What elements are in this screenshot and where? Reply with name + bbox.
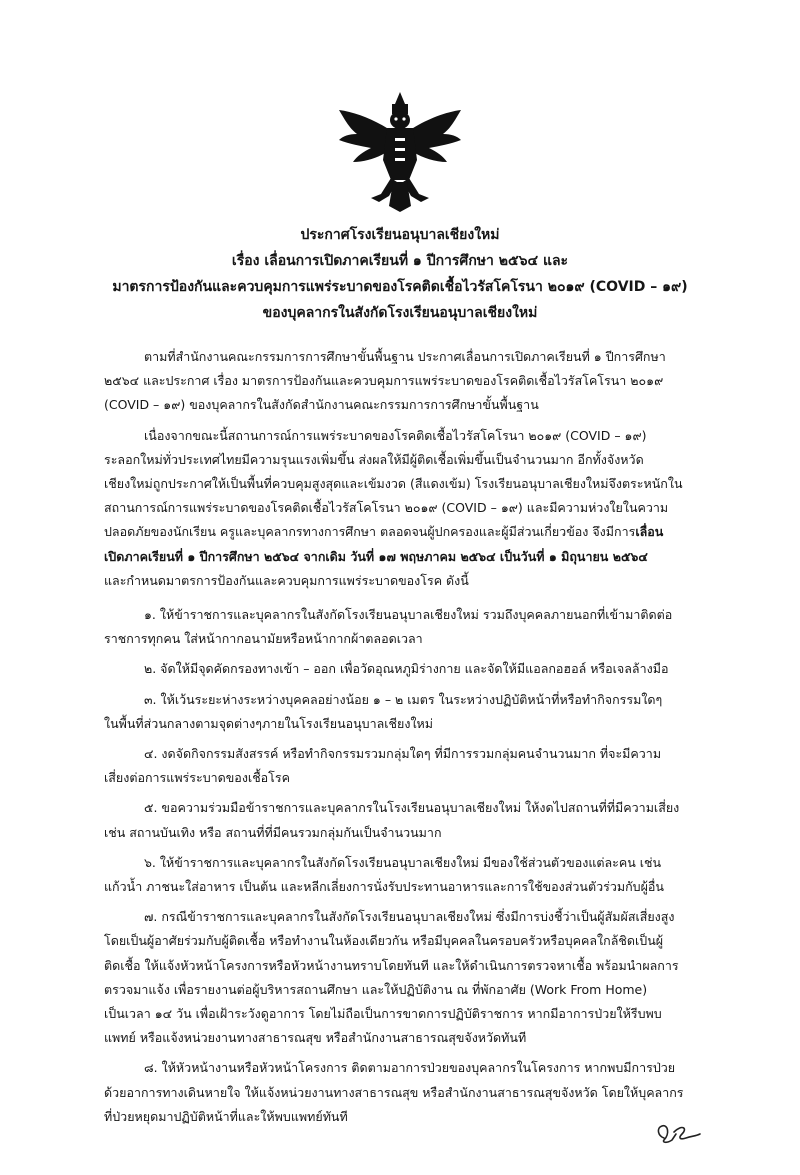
text-line: ๑. ให้ข้าราชการและบุคลากรในสังกัดโรงเรียนอนุบาลเชียงใหม่ รวมถึงบุคคลภายนอกที่เข้ามาติดต่อ: [144, 607, 673, 623]
text-line: ๒๕๖๔ และประกาศ เรื่อง มาตรการป้องกันและควบคุมการแพร่ระบาดของโรคติดเชื้อไวรัสโคโรนา ๒๐๑๙: [104, 373, 664, 389]
text-line: ด้วยอาการทางเดินหายใจ ให้แจ้งหน่วยงานทางสาธารณสุข หรือสำนักงานสาธารณสุขจังหวัด โดยให้บุคลากร: [104, 1084, 684, 1100]
text-line: แพทย์ หรือแจ้งหน่วยงานทางสาธารณสุข หรือสำนักงานสาธารณสุขจังหวัดทันที: [104, 1030, 527, 1046]
measure-item-1: [104, 603, 716, 651]
title-line-scope: ของบุคลากรในสังกัดโรงเรียนอนุบาลเชียงใหม่: [262, 305, 538, 321]
text-line: ๔. งดจัดกิจกรรมสังสรรค์ หรือทำกิจกรรมรวมกลุ่มใดๆ ที่มีการรวมกลุ่มคนจำนวนมาก ที่จะมีความ: [144, 746, 662, 762]
text-line: และกำหนดมาตรการป้องกันและควบคุมการแพร่ระบาดของโรค ดังนี้: [104, 572, 469, 588]
text-line: เชียงใหม่ถูกประกาศให้เป็นพื้นที่ควบคุมสูงสุดและเข้มงวด (สีแดงเข้ม) โรงเรียนอนุบาลเชียงใหม่จึงตระหนักใน: [104, 476, 683, 492]
text-line: ระลอกใหม่ทั่วประเทศไทยมีความรุนแรงเพิ่มขึ้น ส่งผลให้มีผู้ติดเชื้อเพิ่มขึ้นเป็นจำนวนมาก อีกทั้งจังหวัด: [104, 451, 644, 467]
garuda-emblem-icon: [335, 90, 465, 212]
text-line: สถานการณ์การแพร่ระบาดของโรคติดเชื้อไวรัสโคโรนา ๒๐๑๙ (COVID – ๑๙) และมีความห่วงใยในความ: [104, 500, 669, 516]
text-line: [104, 545, 716, 569]
announcement-body: [104, 345, 716, 1135]
title-line-measures: มาตรการป้องกันและควบคุมการแพร่ระบาดของโรคติดเชื้อไวรัสโคโรนา ๒๐๑๙ (COVID – ๑๙): [112, 279, 688, 295]
text-line: แก้วน้ำ ภาชนะใส่อาหาร เป็นต้น และหลีกเลี่ยงการนั่งรับประทานอาหารและการใช้ของส่วนตัวร่วมกับผู้อื่น: [104, 879, 664, 895]
text-segment: ปลอดภัยของนักเรียน ครูและบุคลากรทางการศึกษา ตลอดจนผู้ปกครองและผู้มีส่วนเกี่ยวข้อง จึงมีการ: [104, 524, 636, 540]
text-line: เช่น สถานบันเทิง หรือ สถานที่ที่มีคนรวมกลุ่มกันเป็นจำนวนมาก: [104, 824, 442, 840]
measure-item-6: [104, 851, 716, 899]
measure-item-4: [104, 742, 716, 790]
announcement-title: [60, 222, 740, 326]
text-line: ๘. ให้หัวหน้างานหรือหัวหน้าโครงการ ติดตามอาการป่วยของบุคลากรในโครงการ หากพบมีการป่วย: [144, 1060, 676, 1076]
text-line: [104, 520, 716, 544]
text-line: ราชการทุกคน ใส่หน้ากากอนามัยหรือหน้ากากผ้าตลอดเวลา: [104, 631, 423, 647]
intro-paragraph-2: [104, 424, 716, 593]
text-line: เป็นเวลา ๑๔ วัน เพื่อเฝ้าระวังดูอาการ โดยไม่ถือเป็นการขาดการปฏิบัติราชการ หากมีอาการป่วยให้รีบพบ: [104, 1006, 662, 1022]
text-line: ๗. กรณีข้าราชการและบุคลากรในสังกัดโรงเรียนอนุบาลเชียงใหม่ ซึ่งมีการบ่งชี้ว่าเป็นผู้สัมผัสเสี่ยงสูง: [144, 909, 675, 925]
text-line: ติดเชื้อ ให้แจ้งหัวหน้าโครงการหรือหัวหน้างานทราบโดยทันที และให้ดำเนินการตรวจหาเชื้อ พร้อมนำผลการ: [104, 957, 679, 973]
text-line: ๕. ขอความร่วมมือข้าราชการและบุคลากรในโรงเรียนอนุบาลเชียงใหม่ ให้งดไปสถานที่ที่มีความเสี่ยง: [144, 800, 680, 816]
title-line-school: ประกาศโรงเรียนอนุบาลเชียงใหม่: [300, 227, 500, 243]
text-line: ที่ป่วยหยุดมาปฏิบัติหน้าที่และให้พบแพทย์ทันที: [104, 1108, 348, 1124]
text-line: ๖. ให้ข้าราชการและบุคลากรในสังกัดโรงเรียนอนุบาลเชียงใหม่ มีของใช้ส่วนตัวของแต่ละคน เช่น: [144, 854, 662, 870]
measure-item-2: [104, 657, 716, 681]
signature-icon: [652, 1118, 704, 1152]
text-line: เนื่องจากขณะนี้สถานการณ์การแพร่ระบาดของโรคติดเชื้อไวรัสโคโรนา ๒๐๑๙ (COVID – ๑๙): [144, 427, 647, 443]
text-line: โดยเป็นผู้อาศัยร่วมกับผู้ติดเชื้อ หรือทำงานในห้องเดียวกัน หรือมีบุคคลในครอบครัวหรือบุคคลใกล้ชิดเป็นผู้: [104, 933, 664, 949]
text-line: ตรวจมาแจ้ง เพื่อรายงานต่อผู้บริหารสถานศึกษา และให้ปฏิบัติงาน ณ ที่พักอาศัย (Work From Home): [104, 981, 648, 997]
measure-item-7: [104, 905, 716, 1050]
intro-paragraph-1: [104, 345, 716, 418]
measure-item-5: [104, 796, 716, 844]
new-opening-date: เปิดภาคเรียนที่ ๑ ปีการศึกษา ๒๕๖๔ จากเดิม วันที่ ๑๗ พฤษภาคม ๒๕๖๔ เป็นวันที่ ๑ มิถุนายน ๒๕๖๔: [104, 548, 648, 564]
text-line: ๒. จัดให้มีจุดคัดกรองทางเข้า – ออก เพื่อวัดอุณหภูมิร่างกาย และจัดให้มีแอลกอฮอล์ หรือเจลล้างมือ: [144, 661, 669, 677]
measure-item-3: [104, 688, 716, 736]
text-line: ๓. ให้เว้นระยะห่างระหว่างบุคคลอย่างน้อย ๑ – ๒ เมตร ในระหว่างปฏิบัติหน้าที่หรือทำกิจกรรมใดๆ: [144, 691, 663, 707]
text-line: เสี่ยงต่อการแพร่ระบาดของเชื้อโรค: [104, 770, 290, 786]
title-line-subject: เรื่อง เลื่อนการเปิดภาคเรียนที่ ๑ ปีการศึกษา ๒๕๖๔ และ: [231, 253, 569, 269]
text-line: ในพื้นที่ส่วนกลางตามจุดต่างๆภายในโรงเรียนอนุบาลเชียงใหม่: [104, 715, 434, 731]
postponement-highlight: เลื่อน: [635, 524, 664, 540]
measure-item-8: [104, 1056, 716, 1129]
text-line: (COVID – ๑๙) ของบุคลากรในสังกัดสำนักงานคณะกรรมการการศึกษาขั้นพื้นฐาน: [104, 397, 539, 413]
text-line: ตามที่สำนักงานคณะกรรมการการศึกษาขั้นพื้นฐาน ประกาศเลื่อนการเปิดภาคเรียนที่ ๑ ปีการศึกษา: [144, 349, 666, 364]
